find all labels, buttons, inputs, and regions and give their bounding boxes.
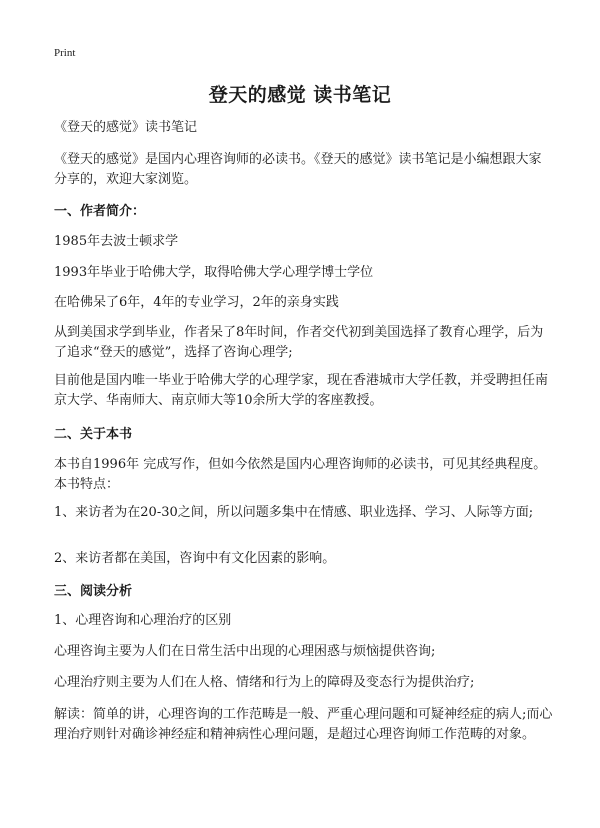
author-paragraph-5: 目前他是国内唯一毕业于哈佛大学的心理学家，现在香港城市大学任教，并受聘担任南京大学、华南师大、南京师大等10余所大学的客座教授。	[54, 373, 549, 408]
author-paragraph-2: 1993年毕业于哈佛大学，取得哈佛大学心理学博士学位	[54, 265, 374, 280]
section-heading-book: 二、关于本书	[54, 427, 133, 442]
analysis-paragraph-3: 心理治疗则主要为人们在人格、情绪和行为上的障碍及变态行为提供治疗;	[54, 675, 475, 690]
section-heading-author: 一、作者简介：	[54, 204, 146, 219]
book-paragraph-2: 1、来访者为在20-30之间，所以问题多集中在情感、职业选择、学习、人际等方面;	[54, 505, 534, 520]
author-paragraph-3: 在哈佛呆了6年，4年的专业学习，2年的亲身实践	[54, 295, 339, 310]
document-title: 登天的感觉 读书笔记	[208, 84, 392, 106]
book-paragraph-3: 2、来访者都在美国，咨询中有文化因素的影响。	[54, 551, 336, 566]
subtitle-paragraph: 《登天的感觉》读书笔记	[54, 120, 198, 135]
analysis-paragraph-4: 解读：简单的讲，心理咨询的工作范畴是一般、严重心理问题和可疑神经症的病人;而心理治疗则针对确诊神经症和精神病性心理问题，是超过心理咨询师工作范畴的对象。	[54, 707, 553, 742]
intro-paragraph: 《登天的感觉》是国内心理咨询师的必读书。《登天的感觉》读书笔记是小编想跟大家分享的，欢迎大家浏览。	[54, 152, 542, 187]
analysis-paragraph-2: 心理咨询主要为人们在日常生活中出现的心理困惑与烦恼提供咨询;	[54, 644, 436, 659]
author-paragraph-1: 1985年去波士顿求学	[54, 234, 179, 249]
print-label[interactable]: Print	[54, 47, 76, 59]
book-paragraph-1: 本书自1996年 完成写作，但如今依然是国内心理咨询师的必读书，可见其经典程度。本书特点：	[54, 457, 547, 492]
analysis-paragraph-1: 1、心理咨询和心理治疗的区别	[54, 613, 232, 628]
author-paragraph-4: 从到美国求学到毕业，作者呆了8年时间，作者交代初到美国选择了教育心理学，后为了追求“登天的感觉”，选择了咨询心理学;	[54, 325, 544, 360]
section-heading-analysis: 三、阅读分析	[54, 584, 133, 599]
